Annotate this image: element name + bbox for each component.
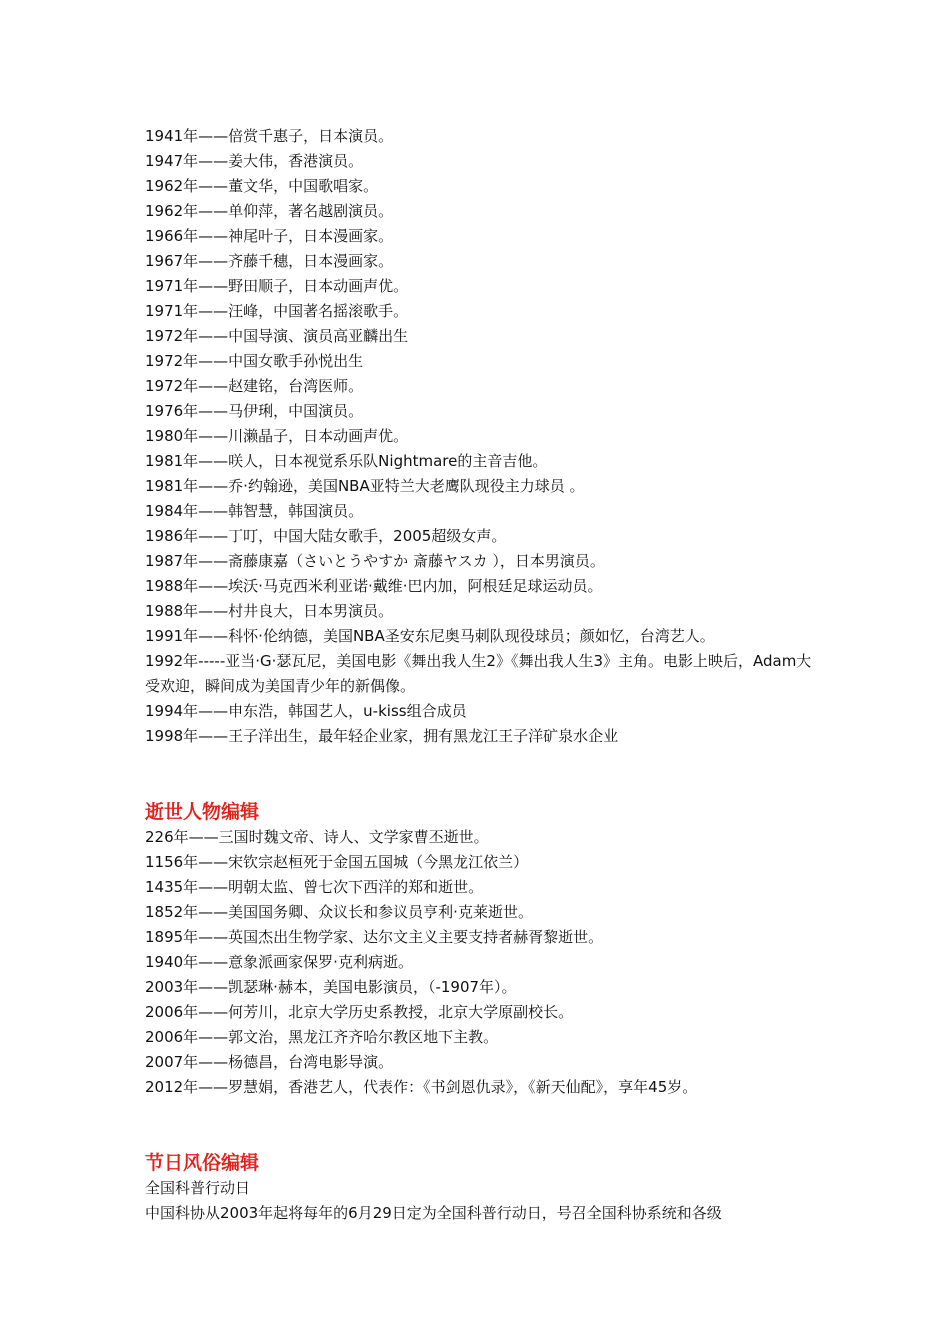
birth-entry: 1962年——董文华，中国歌唱家。 <box>145 177 379 195</box>
birth-entry: 1988年——埃沃·马克西米利亚诺·戴维·巴内加，阿根廷足球运动员。 <box>145 577 603 595</box>
birth-entry: 1992年-----亚当·G·瑟瓦尼，美国电影《舞出我人生2》《舞出我人生3》主角。电影上映后，Adam大受欢迎，瞬间成为美国青少年的新偶像。 <box>145 652 812 695</box>
death-entry: 2007年——杨德昌，台湾电影导演。 <box>145 1053 394 1071</box>
section-spacer <box>145 749 825 793</box>
birth-entry: 1984年——韩智慧，韩国演员。 <box>145 502 364 520</box>
birth-entry: 1981年——乔·约翰逊，美国NBA亚特兰大老鹰队现役主力球员 。 <box>145 477 585 495</box>
festival-entry: 全国科普行动日 <box>145 1179 251 1197</box>
birth-entry: 1971年——汪峰，中国著名摇滚歌手。 <box>145 302 409 320</box>
death-entry: 1852年——美国国务卿、众议长和参议员亨利·克莱逝世。 <box>145 903 533 921</box>
birth-entry: 1981年——咲人，日本视觉系乐队Nightmare的主音吉他。 <box>145 452 548 470</box>
birth-entry: 1991年——科怀·伦纳德，美国NBA圣安东尼奥马刺队现役球员；颜如忆，台湾艺人。 <box>145 627 715 645</box>
birth-entry: 1980年——川濑晶子，日本动画声优。 <box>145 427 409 445</box>
deaths-section <box>145 799 825 1100</box>
birth-entry: 1967年——齐藤千穗，日本漫画家。 <box>145 252 394 270</box>
death-entry: 226年——三国时魏文帝、诗人、文学家曹丕逝世。 <box>145 828 489 846</box>
death-entry: 2006年——何芳川，北京大学历史系教授，北京大学原副校长。 <box>145 1003 574 1021</box>
birth-entry: 1986年——丁叮，中国大陆女歌手，2005超级女声。 <box>145 527 507 545</box>
birth-entry: 1971年——野田顺子，日本动画声优。 <box>145 277 409 295</box>
birth-entry: 1941年——倍赏千惠子，日本演员。 <box>145 127 394 145</box>
birth-entry: 1972年——赵建铭，台湾医师。 <box>145 377 364 395</box>
birth-entry: 1987年——斋藤康嘉（さいとうやすか 斎藤ヤスカ ），日本男演员。 <box>145 552 605 570</box>
document-page <box>145 124 825 1226</box>
deaths-heading: 逝世人物编辑 <box>145 801 260 823</box>
festivals-section <box>145 1150 825 1226</box>
festival-entry: 中国科协从2003年起将每年的6月29日定为全国科普行动日，号召全国科协系统和各级 <box>145 1204 722 1222</box>
death-entry: 2006年——郭文治，黑龙江齐齐哈尔教区地下主教。 <box>145 1028 499 1046</box>
death-entry: 1940年——意象派画家保罗·克利病逝。 <box>145 953 413 971</box>
death-entry: 1156年——宋钦宗赵桓死于金国五国城（今黑龙江依兰） <box>145 853 529 871</box>
festivals-heading: 节日风俗编辑 <box>145 1152 260 1174</box>
birth-entry: 1947年——姜大伟，香港演员。 <box>145 152 364 170</box>
birth-entry: 1998年——王子洋出生，最年轻企业家，拥有黑龙江王子洋矿泉水企业 <box>145 727 619 745</box>
birth-entry: 1972年——中国女歌手孙悦出生 <box>145 352 364 370</box>
death-entry: 1435年——明朝太监、曾七次下西洋的郑和逝世。 <box>145 878 484 896</box>
birth-entry: 1972年——中国导演、演员高亚麟出生 <box>145 327 409 345</box>
births-section <box>145 124 825 749</box>
birth-entry: 1976年——马伊琍，中国演员。 <box>145 402 364 420</box>
birth-entry: 1962年——单仰萍，著名越剧演员。 <box>145 202 394 220</box>
section-spacer <box>145 1100 825 1144</box>
birth-entry: 1966年——神尾叶子，日本漫画家。 <box>145 227 394 245</box>
death-entry: 2012年——罗慧娟，香港艺人，代表作：《书剑恩仇录》，《新天仙配》，享年45岁。 <box>145 1078 698 1096</box>
birth-entry: 1988年——村井良大，日本男演员。 <box>145 602 394 620</box>
death-entry: 2003年——凯瑟琳·赫本，美国电影演员，（-1907年）。 <box>145 978 517 996</box>
birth-entry: 1994年——申东浩，韩国艺人，u-kiss组合成员 <box>145 702 467 720</box>
death-entry: 1895年——英国杰出生物学家、达尔文主义主要支持者赫胥黎逝世。 <box>145 928 604 946</box>
